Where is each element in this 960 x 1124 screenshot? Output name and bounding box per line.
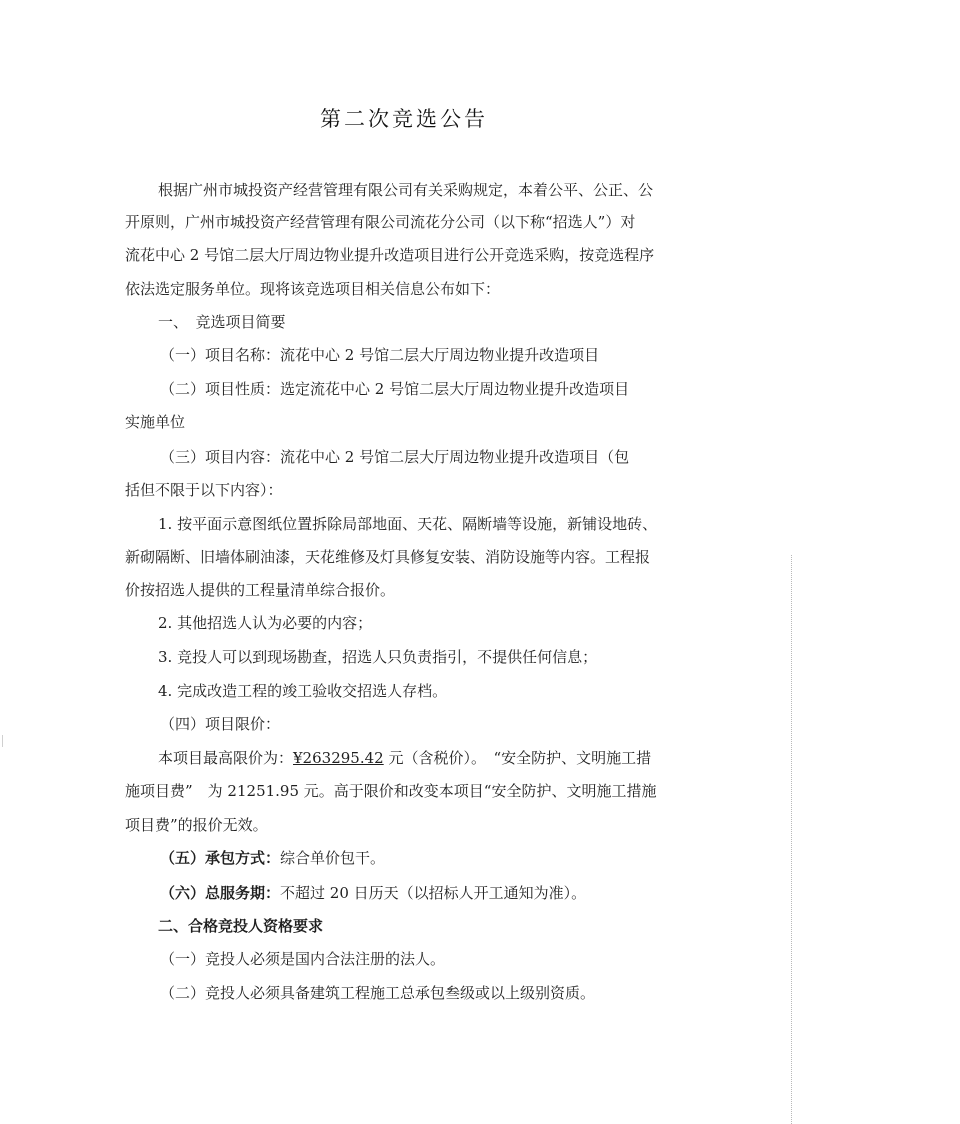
body-line-segment: 价按招选人提供的工程量清单综合报价。 xyxy=(125,581,396,599)
body-line xyxy=(158,748,651,768)
body-line xyxy=(158,613,372,633)
body-line-segment: 1. 按平面示意图纸位置拆除局部地面、天花、隔断墙等设施，新铺设地砖、 xyxy=(158,515,658,533)
body-line-segment: （三）项目内容：流花中心 2 号馆二层大厅周边物业提升改造项目（包 xyxy=(160,448,630,466)
body-line xyxy=(160,714,280,734)
body-line-segment: （五）承包方式： xyxy=(160,849,281,867)
body-line xyxy=(125,815,268,835)
body-line-segment: （一）项目名称：流花中心 2 号馆二层大厅周边物业提升改造项目 xyxy=(160,346,600,364)
body-line-segment: 二、合格竞投人资格要求 xyxy=(158,917,324,935)
body-line-segment: （二）竞投人必须具备建筑工程施工总承包叁级或以上级别资质。 xyxy=(160,984,596,1002)
body-line-segment: 综合单价包干。 xyxy=(280,849,386,867)
body-line-segment: 开原则，广州市城投资产经营管理有限公司流花分公司（以下称“招选人”）对 xyxy=(125,213,636,231)
body-line-segment: 本项目最高限价为： xyxy=(158,749,294,767)
body-line-segment: 括但不限于以下内容）： xyxy=(125,481,283,499)
body-line xyxy=(158,514,657,534)
body-line-segment: 不超过 20 日历天（以招标人开工通知为准）。 xyxy=(280,884,587,902)
body-line xyxy=(125,480,283,500)
body-line-segment: 施项目费” 为 21251.95 元。高于限价和改变本项目“安全防护、文明施工措施 xyxy=(125,782,657,800)
body-line xyxy=(125,412,185,432)
document-title: 第二次竞选公告 xyxy=(320,107,488,131)
body-line-segment: 元（含税价）。 “安全防护、文明施工措 xyxy=(383,749,652,767)
body-line-segment: （二）项目性质：选定流花中心 2 号馆二层大厅周边物业提升改造项目 xyxy=(160,380,630,398)
body-line-segment: （一）竞投人必须是国内合法注册的法人。 xyxy=(160,950,446,968)
body-line-segment: （四）项目限价： xyxy=(160,715,281,733)
body-line xyxy=(160,848,385,868)
body-line xyxy=(125,245,654,265)
body-line xyxy=(158,180,653,200)
body-line-segment: ¥263295.42 xyxy=(293,749,384,767)
body-line-segment: 实施单位 xyxy=(125,413,186,431)
body-line-segment: 3. 竞投人可以到现场勘查，招选人只负责指引，不提供任何信息； xyxy=(158,648,598,666)
body-line xyxy=(125,781,656,801)
scan-edge-line xyxy=(791,555,792,1124)
body-line xyxy=(158,681,447,701)
scan-mark xyxy=(2,735,3,747)
body-line-segment: 新砌隔断、旧墙体刷油漆，天花维修及灯具修复安装、消防设施等内容。工程报 xyxy=(125,548,651,566)
body-line xyxy=(125,279,500,299)
body-line-segment: 项目费”的报价无效。 xyxy=(125,816,268,834)
body-line xyxy=(160,447,629,467)
body-line xyxy=(160,379,629,399)
body-line-segment: 2. 其他招选人认为必要的内容； xyxy=(158,614,373,632)
body-line xyxy=(160,883,586,903)
body-line xyxy=(125,547,650,567)
body-line-segment: （六）总服务期： xyxy=(160,884,281,902)
body-line xyxy=(158,647,597,667)
body-line-segment: 流花中心 2 号馆二层大厅周边物业提升改造项目进行公开竞选采购，按竞选程序 xyxy=(125,246,655,264)
body-line xyxy=(160,983,595,1003)
body-line-segment: 根据广州市城投资产经营管理有限公司有关采购规定，本着公平、公正、公 xyxy=(158,181,654,199)
body-line xyxy=(160,345,599,365)
body-line-segment: 一、 竞选项目简要 xyxy=(158,313,286,331)
body-line xyxy=(160,949,445,969)
body-line xyxy=(158,916,323,936)
body-line-segment: 4. 完成改造工程的竣工验收交招选人存档。 xyxy=(158,682,448,700)
body-line-segment: 依法选定服务单位。现将该竞选项目相关信息公布如下： xyxy=(125,280,501,298)
body-line xyxy=(125,212,635,232)
body-line xyxy=(158,312,286,332)
body-line xyxy=(125,580,395,600)
